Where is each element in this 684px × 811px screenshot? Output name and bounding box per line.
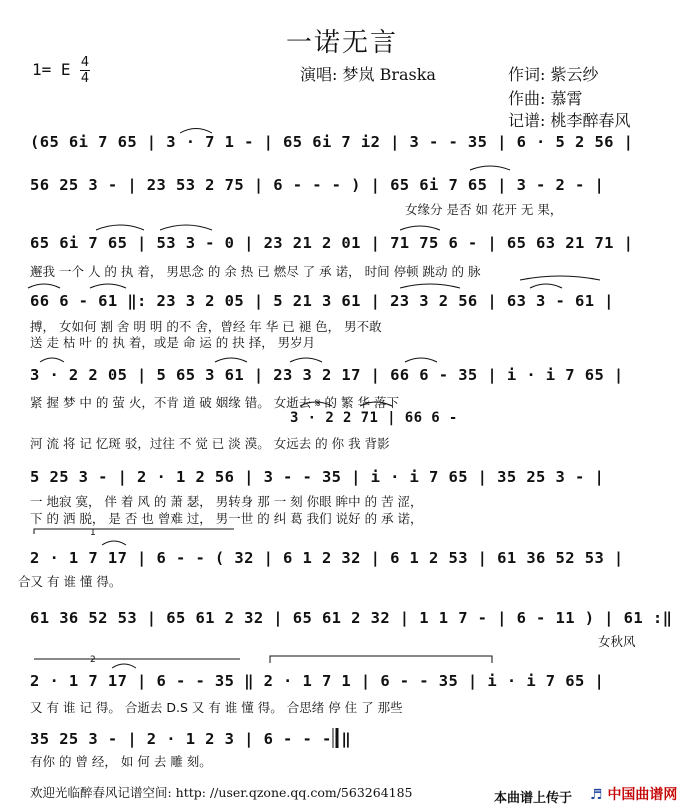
page-title: 一诺无言 xyxy=(285,28,398,58)
lyric-line-6: 河 流 将 记 忆斑 驳，过往 不 觉 已 淡 漠。 女远去 的 你 我 背影 xyxy=(30,436,390,451)
score-line-5b: 3 · 2 2 71 | 66 6 - xyxy=(290,410,458,426)
composer-credit: 作曲: 慕霄 xyxy=(508,89,583,108)
score-line-9: 2 · 1 7 17 | 6 - - 35 ‖ 2 · 1 7 1 | 6 - - 35 | i · i 7 65 | xyxy=(30,672,605,690)
time-signature-top: 4 xyxy=(80,55,90,70)
score-line-8: 61 36 52 53 | 65 61 2 32 | 65 61 2 32 | 1 1 7 - | 6 - 11 ) | 61 :‖ xyxy=(30,609,673,627)
score-line-2: 56 25 3 - | 23 53 2 75 | 6 - - - ) | 65 6i 7 65 | 3 - 2 - | xyxy=(30,176,605,194)
lyric-line-11: 又 有 谁 记 得。 合逝去 D.S 又 有 谁 懂 得。 合思绪 停 住 了 那些 xyxy=(30,700,403,715)
time-signature-bottom: 4 xyxy=(80,71,90,86)
svg-text:2: 2 xyxy=(90,655,96,665)
lyric-line-4: 送 走 枯 叶 的 执 着，或是 命 运 的 抉 择， 男岁月 xyxy=(30,335,316,350)
lyric-line-2: 邂我 一个 人 的 执 着， 男思念 的 余 热 已 燃尽 了 承 诺， 时间 停顿 跳动 的 脉 xyxy=(30,264,481,279)
upload-label: 本曲谱上传于 xyxy=(494,791,573,806)
lyric-line-3: 搏， 女如何 割 舍 明 明 的不 舍，曾经 年 华 已 褪 色， 男不敢 xyxy=(30,319,382,334)
score-line-5: 3 · 2 2 05 | 5 65 3 61 | 23 3 2 17 | 66 6 - 35 | i · i 7 65 | xyxy=(30,366,624,384)
svg-text:1: 1 xyxy=(90,528,96,538)
score-line-1: (65 6i 7 65 | 3 · 7 1 - | 65 6i 7 i2 | 3 - - 35 | 6 · 5 2 56 | xyxy=(30,133,634,151)
lyricist-credit: 作词: 紫云纱 xyxy=(508,65,599,84)
score-line-10: 35 25 3 - | 2 · 1 2 3 | 6 - - - ‖ xyxy=(30,730,352,748)
site-logo xyxy=(590,784,677,804)
lyric-line-8: 下 的 洒 脱， 是 否 也 曾难 过， 男一世 的 纠 葛 我们 说好 的 承 诺， xyxy=(30,511,423,526)
score-line-7: 2 · 1 7 17 | 6 - - ( 32 | 6 1 2 32 | 6 1 2 53 | 61 36 52 53 | xyxy=(30,549,624,567)
score-line-3: 65 6i 7 65 | 53 3 - 0 | 23 21 2 01 | 71 75 6 - | 65 63 21 71 | xyxy=(30,234,634,252)
lyric-line-12: 有你 的 曾 经， 如 何 去 雕 刻。 xyxy=(30,754,212,769)
lyric-line-1: 女缘分 是否 如 花开 无 果， xyxy=(405,202,563,217)
score-line-4: 66 6 - 61 ‖: 23 3 2 05 | 5 21 3 61 | 23 3 2 56 | 63 3 - 61 | xyxy=(30,292,614,310)
lyric-line-9: 合又 有 谁 懂 得。 xyxy=(18,574,122,589)
transcriber-credit: 记谱: 桃李醉春风 xyxy=(508,111,631,130)
score-line-6: 5 25 3 - | 2 · 1 2 56 | 3 - - 35 | i · i 7 65 | 35 25 3 - | xyxy=(30,468,605,486)
time-signature xyxy=(80,56,90,85)
lyric-line-7: 一 地寂 寞， 伴 着 风 的 萧 瑟， 男转身 那 一 刻 你眼 眸中 的 苦 涩， xyxy=(30,494,423,509)
site-logo-text: 中国曲谱网 xyxy=(607,787,678,803)
lyric-line-10: 女秋风 xyxy=(598,634,636,649)
footer-text: 欢迎光临醉春风记谱空间: http: //user.qzone.qq.com/563264185 xyxy=(30,785,413,800)
site-logo-icon: ♬ xyxy=(590,787,603,803)
key-signature: 1= E xyxy=(32,60,71,79)
lyric-line-5: 紧 握 梦 中 的 萤 火，不肯 道 破 姻缘 错。 女逝去 𝄋 的 繁 华 落下 xyxy=(30,395,399,410)
singer-credit: 演唱: 梦岚 Braska xyxy=(300,65,436,84)
